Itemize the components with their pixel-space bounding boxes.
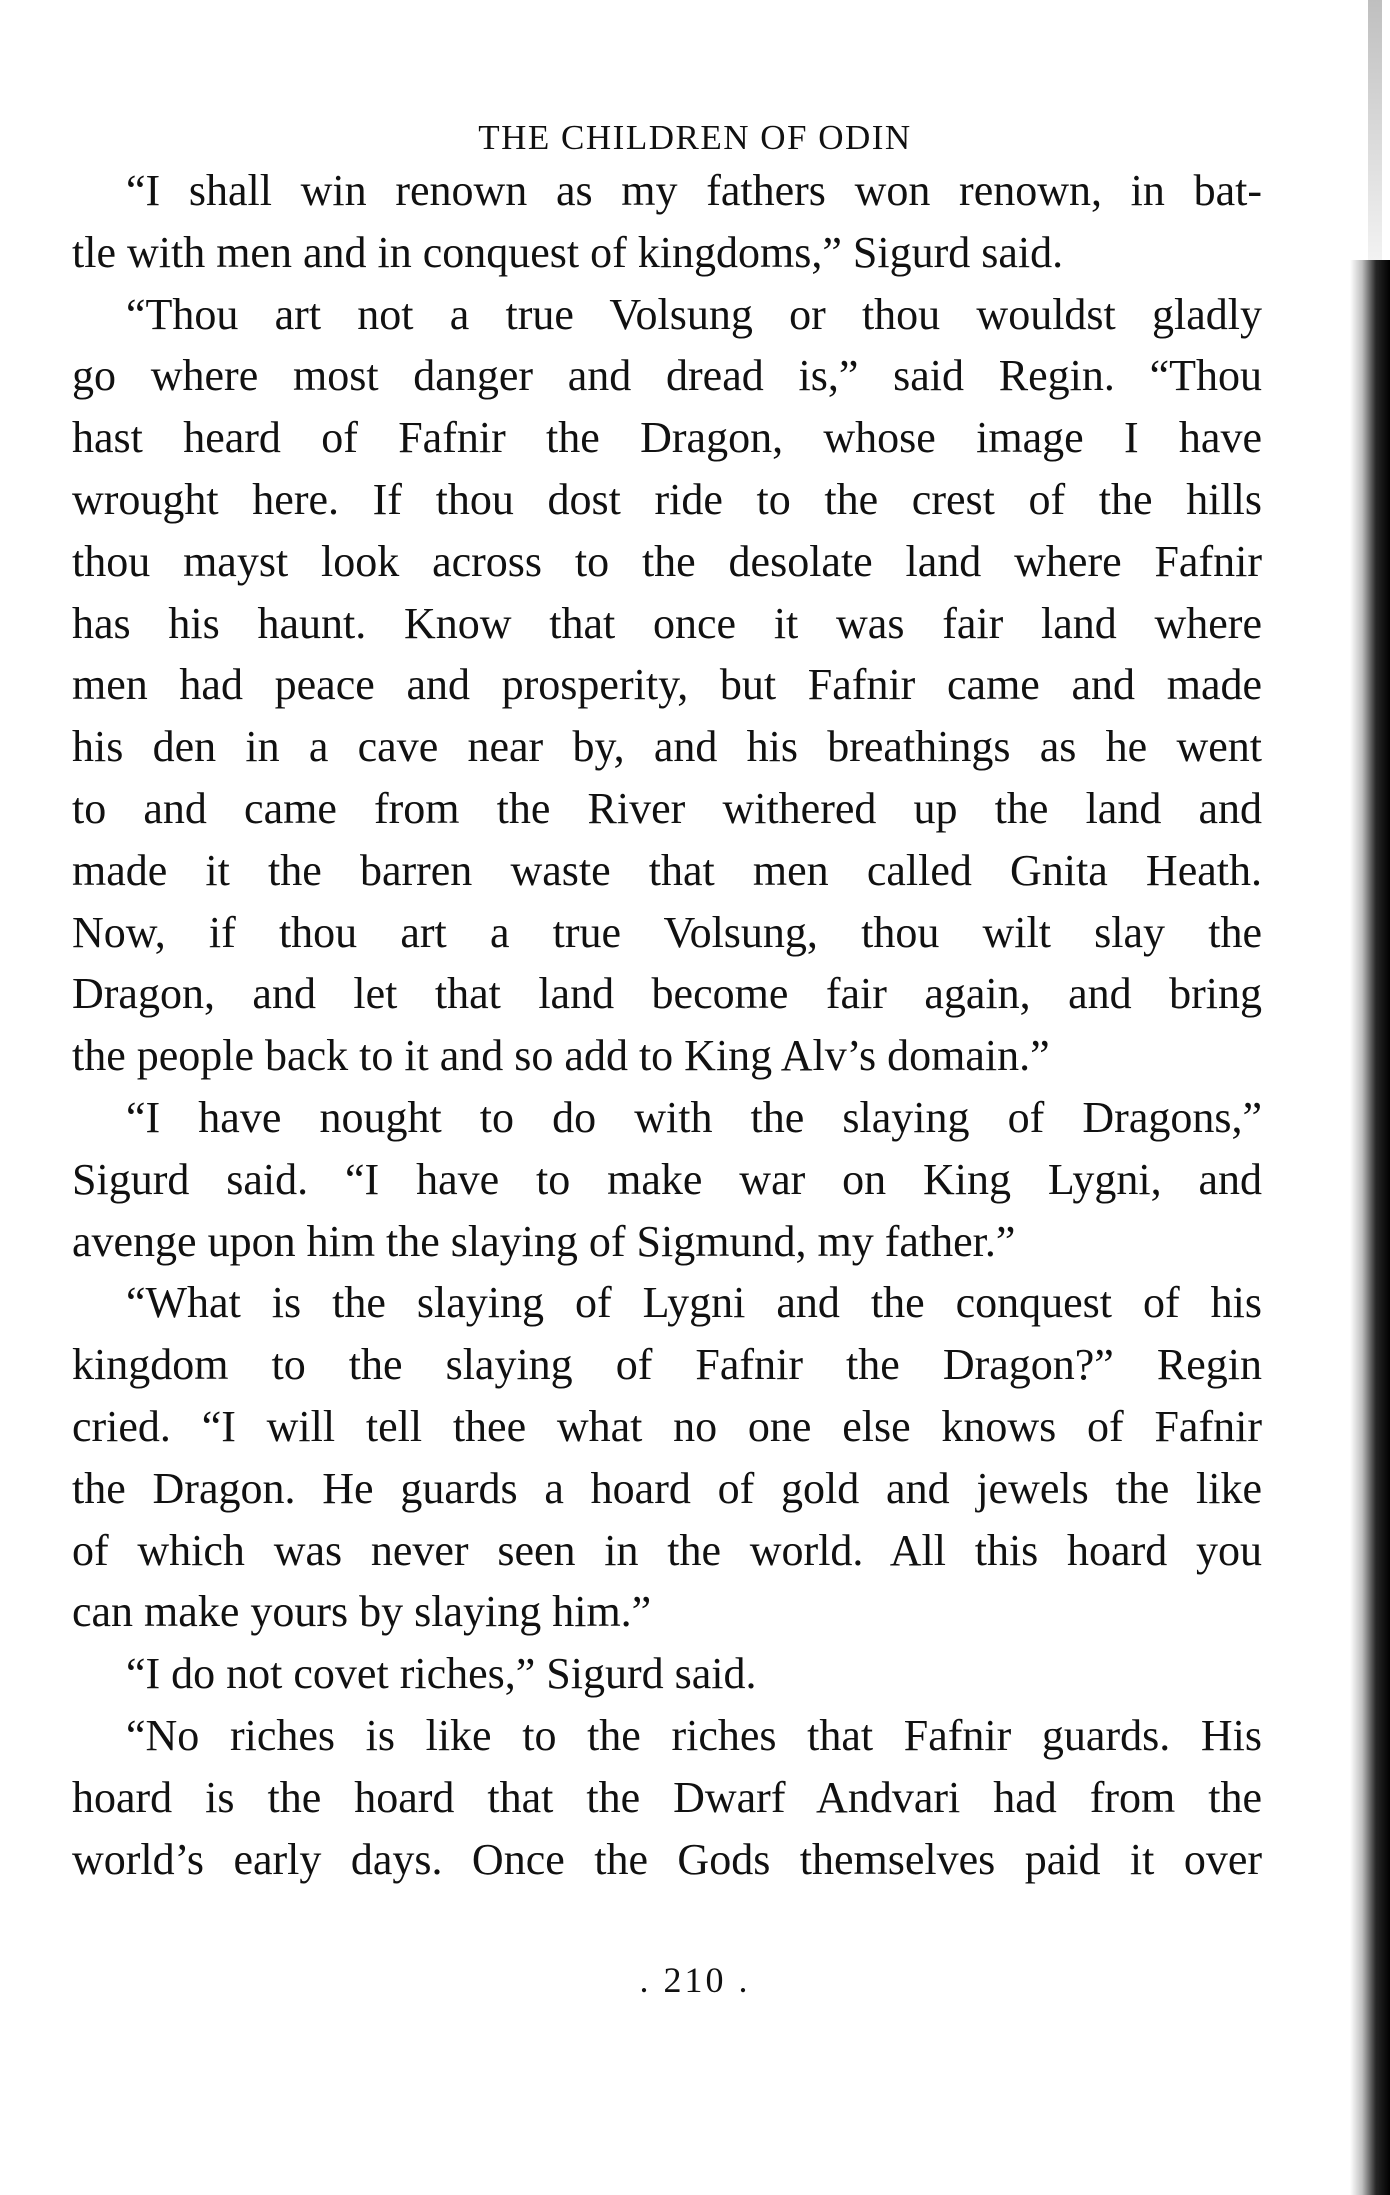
text-line: of which was never seen in the world. All this hoard you bbox=[72, 1525, 1262, 1575]
text-line: has his haunt. Know that once it was fair land where bbox=[72, 598, 1262, 648]
binding-shadow-top bbox=[1368, 0, 1382, 260]
text-line: thou mayst look across to the desolate land where Fafnir bbox=[72, 536, 1262, 586]
text-line: to and came from the River withered up the land and bbox=[72, 783, 1262, 833]
text-line: hoard is the hoard that the Dwarf Andvari had from the bbox=[72, 1772, 1262, 1822]
running-head: THE CHILDREN OF ODIN bbox=[478, 118, 912, 157]
text-line: “I shall win renown as my fathers won renown, in bat- bbox=[126, 166, 1262, 215]
text-line: cried. “I will tell thee what no one else knows of Fafnir bbox=[72, 1401, 1262, 1451]
text-line: “I do not covet riches,” Sigurd said. bbox=[126, 1649, 757, 1699]
text-line: men had peace and prosperity, but Fafnir came and made bbox=[72, 660, 1262, 710]
binding-shadow-dark bbox=[1350, 260, 1390, 2195]
text-line: “What is the slaying of Lygni and the conquest of his bbox=[126, 1278, 1262, 1328]
text-line: avenge upon him the slaying of Sigmund, my father.” bbox=[72, 1216, 1016, 1266]
text-line: hast heard of Fafnir the Dragon, whose image I have bbox=[72, 413, 1262, 463]
text-line: “I have nought to do with the slaying of Dragons,” bbox=[126, 1092, 1262, 1142]
text-line: made it the barren waste that men called Gnita Heath. bbox=[72, 845, 1262, 895]
text-line: Sigurd said. “I have to make war on King Lygni, and bbox=[72, 1154, 1262, 1204]
text-line: go where most danger and dread is,” said Regin. “Thou bbox=[72, 351, 1262, 401]
text-line: Now, if thou art a true Volsung, thou wilt slay the bbox=[72, 907, 1262, 957]
text-line: world’s early days. Once the Gods themselves paid it over bbox=[72, 1834, 1262, 1884]
text-line: “Thou art not a true Volsung or thou wouldst gladly bbox=[126, 289, 1262, 339]
text-line: his den in a cave near by, and his breathings as he went bbox=[72, 722, 1262, 772]
text-line: wrought here. If thou dost ride to the crest of the hills bbox=[72, 474, 1262, 524]
text-line: the Dragon. He guards a hoard of gold and jewels the like bbox=[72, 1463, 1262, 1513]
page-number: . 210 . bbox=[639, 1960, 751, 2000]
text-line: kingdom to the slaying of Fafnir the Dragon?” Regin bbox=[72, 1340, 1262, 1390]
text-line: the people back to it and so add to King Alv’s domain.” bbox=[72, 1031, 1050, 1081]
text-line: tle with men and in conquest of kingdoms,” Sigurd said. bbox=[72, 227, 1064, 277]
text-line: can make yours by slaying him.” bbox=[72, 1587, 652, 1637]
body-text bbox=[72, 160, 1262, 1890]
text-line: “No riches is like to the riches that Fafnir guards. His bbox=[126, 1710, 1262, 1760]
text-line: Dragon, and let that land become fair again, and bring bbox=[72, 969, 1262, 1019]
binding-shadow bbox=[1338, 0, 1390, 2195]
